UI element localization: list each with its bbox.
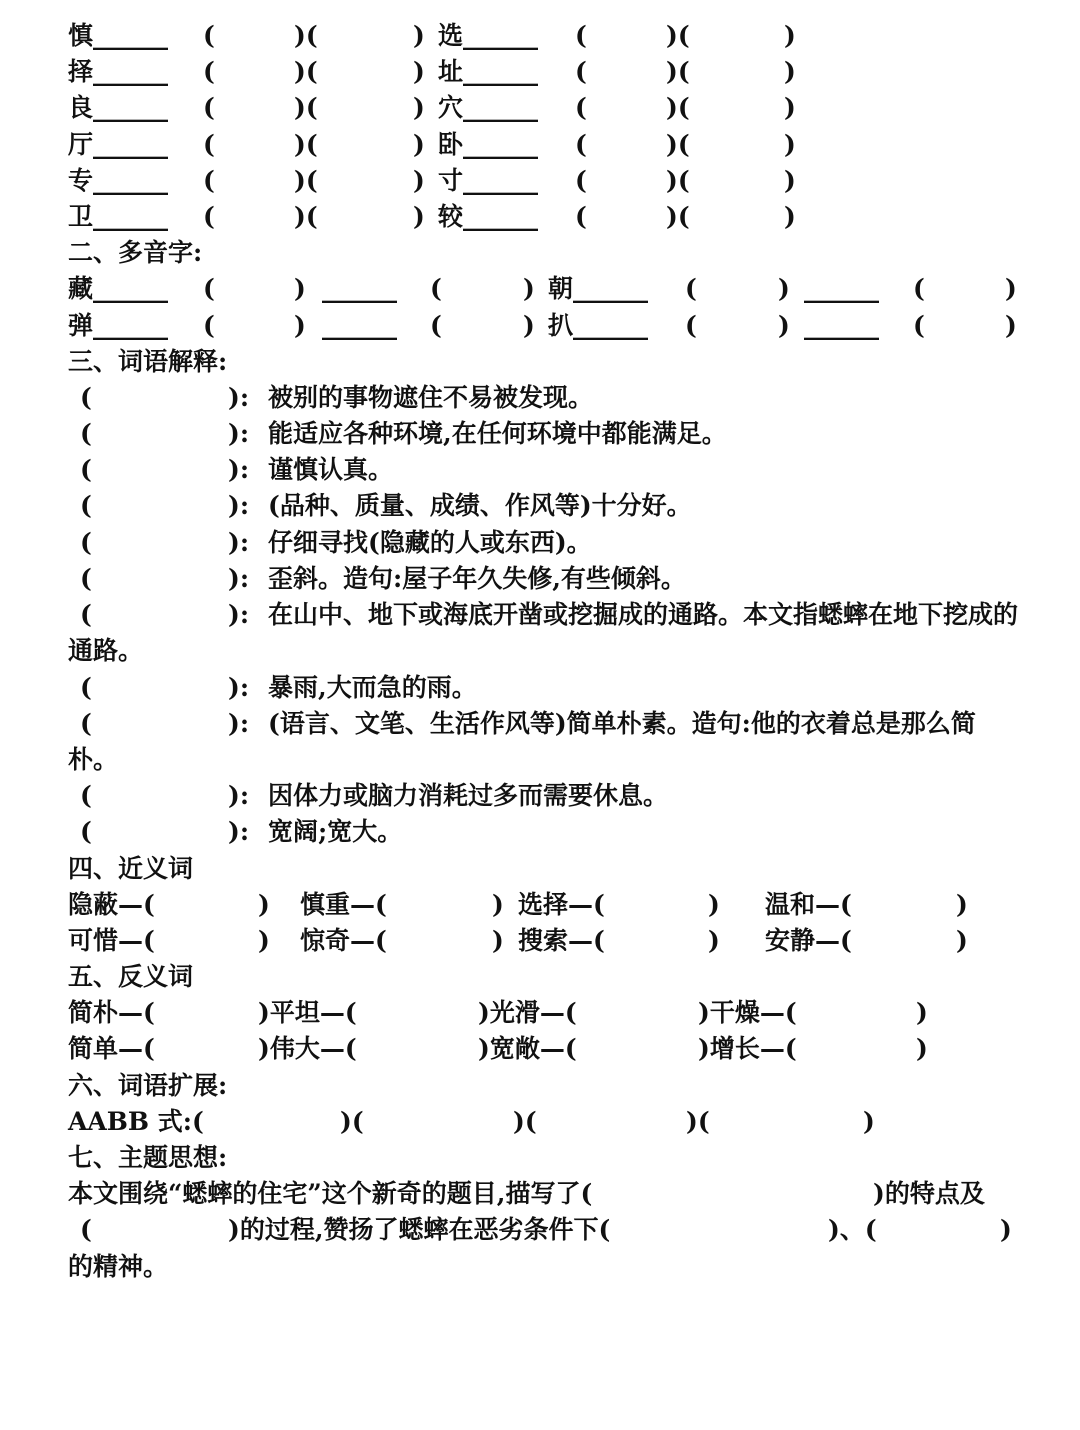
definition-open-paren: ( xyxy=(80,817,92,847)
pinyin-cell: ( xyxy=(575,93,587,123)
synonym-cell: 隐蔽—( xyxy=(68,889,155,919)
pinyin-row xyxy=(68,18,1018,54)
aabb-blank: )( xyxy=(513,1106,537,1136)
definition-text: 能适应各种环境,在任何环境中都能满足。 xyxy=(268,419,727,449)
definition-item xyxy=(68,525,1018,561)
synonym-cell: 可惜—( xyxy=(68,925,155,955)
pinyin-cell: 专______ xyxy=(68,165,169,195)
antonym-cell: 简朴—( xyxy=(68,998,155,1028)
pinyin-row xyxy=(68,127,1018,163)
polyphone-cell: 扒______ xyxy=(548,310,649,340)
pinyin-cell: 慎______ xyxy=(68,21,169,50)
pinyin-cell: )( xyxy=(666,165,690,195)
polyphone-cell: ______ xyxy=(322,274,397,304)
pinyin-cell: )( xyxy=(294,93,318,123)
definition-item xyxy=(68,814,1018,850)
pinyin-cell: ( xyxy=(203,165,215,195)
definition-open-paren: ( xyxy=(80,382,92,412)
definition-open-paren: ( xyxy=(80,455,92,485)
pinyin-cell: ) xyxy=(784,129,796,159)
pinyin-cell: 穴______ xyxy=(438,93,539,123)
synonym-cell: ) xyxy=(258,889,270,919)
pinyin-cell: )( xyxy=(666,21,690,50)
antonym-cell: )伟大—( xyxy=(258,1034,357,1064)
definition-text: (品种、质量、成绩、作风等)十分好。 xyxy=(268,491,692,521)
polyphone-cell: ) xyxy=(294,310,306,340)
synonym-cell: ) xyxy=(708,925,720,955)
pinyin-cell: )( xyxy=(666,93,690,123)
synonym-cell: ) xyxy=(708,889,720,919)
antonym-cell: ) xyxy=(916,998,928,1028)
pinyin-cell: 较______ xyxy=(438,201,539,231)
pinyin-cell: ) xyxy=(413,165,425,195)
synonym-cell: ) xyxy=(492,889,504,919)
section-two-grid xyxy=(68,271,1018,343)
synonym-cell: ) xyxy=(956,889,968,919)
polyphone-cell: ______ xyxy=(322,310,397,340)
polyphone-cell: ( xyxy=(430,310,442,340)
pinyin-cell: ( xyxy=(203,21,215,50)
definition-close-paren: ): xyxy=(228,672,250,702)
polyphone-cell: 弹______ xyxy=(68,310,169,340)
pinyin-cell: ( xyxy=(203,57,215,87)
pinyin-cell: )( xyxy=(666,129,690,159)
definition-item xyxy=(68,670,1018,706)
polyphone-row xyxy=(68,271,1018,307)
aabb-blank: )( xyxy=(340,1106,364,1136)
definition-open-paren: ( xyxy=(80,419,92,449)
definition-item xyxy=(68,597,1018,669)
polyphone-cell: 藏______ xyxy=(68,274,169,304)
definition-list xyxy=(68,380,1018,851)
pinyin-cell: ) xyxy=(784,165,796,195)
pinyin-cell: 寸______ xyxy=(438,165,539,195)
synonym-cell: 慎重—( xyxy=(300,889,387,919)
pinyin-cell: )( xyxy=(294,201,318,231)
antonym-cell: )宽敞—( xyxy=(478,1034,577,1064)
synonym-cell: ) xyxy=(492,925,504,955)
polyphone-cell: ______ xyxy=(804,274,879,304)
antonym-cell: )光滑—( xyxy=(478,998,577,1028)
theme-text: )的特点及 xyxy=(873,1179,985,1209)
theme-text: 的精神。 xyxy=(68,1251,169,1281)
definition-open-paren: ( xyxy=(80,708,92,738)
pinyin-cell: 卧______ xyxy=(438,129,539,159)
definition-open-paren: ( xyxy=(80,600,92,630)
antonym-cell: ) xyxy=(916,1034,928,1064)
synonym-row xyxy=(68,887,1018,923)
definition-text: 仔细寻找(隐藏的人或东西)。 xyxy=(268,527,592,557)
polyphone-cell: ) xyxy=(778,274,790,304)
section-six-heading: 六、词语扩展: xyxy=(68,1070,228,1100)
pinyin-cell: )( xyxy=(294,57,318,87)
pinyin-cell: 址______ xyxy=(438,57,539,87)
aabb-blank: ) xyxy=(863,1106,875,1136)
definition-close-paren: ): xyxy=(228,708,250,738)
synonym-cell: 安静—( xyxy=(765,925,852,955)
antonym-cell: )干燥—( xyxy=(698,998,797,1028)
aabb-blank: )( xyxy=(686,1106,710,1136)
polyphone-cell: ) xyxy=(1005,310,1017,340)
definition-text: 被别的事物遮住不易被发现。 xyxy=(268,382,594,412)
antonym-cell: )平坦—( xyxy=(258,998,357,1028)
pinyin-cell: ) xyxy=(784,93,796,123)
theme-text: )、( xyxy=(828,1215,877,1245)
antonym-cell: 简单—( xyxy=(68,1034,155,1064)
section-three-heading: 三、词语解释: xyxy=(68,346,228,376)
aabb-label: AABB 式:( xyxy=(68,1106,204,1136)
antonym-cell: )增长—( xyxy=(698,1034,797,1064)
theme-line-2 xyxy=(68,1212,1018,1248)
polyphone-cell: ) xyxy=(523,274,535,304)
pinyin-row xyxy=(68,54,1018,90)
definition-text: 歪斜。造句:屋子年久失修,有些倾斜。 xyxy=(268,563,686,593)
definition-item xyxy=(68,778,1018,814)
definition-item xyxy=(68,452,1018,488)
pinyin-cell: )( xyxy=(294,165,318,195)
definition-close-paren: ): xyxy=(228,527,250,557)
pinyin-cell: ( xyxy=(575,129,587,159)
polyphone-row xyxy=(68,308,1018,344)
theme-text: )的过程,赞扬了蟋蟀在恶劣条件下( xyxy=(228,1215,611,1245)
definition-open-paren: ( xyxy=(80,563,92,593)
pinyin-cell: ( xyxy=(203,93,215,123)
synonym-cell: ) xyxy=(956,925,968,955)
antonym-grid xyxy=(68,995,1018,1067)
synonym-cell: 选择—( xyxy=(518,889,605,919)
section-four-heading: 四、近义词 xyxy=(68,853,194,883)
antonym-row xyxy=(68,995,1018,1031)
pinyin-cell: 选______ xyxy=(438,21,539,50)
theme-text: 本文围绕“蟋蟀的住宅”这个新奇的题目,描写了( xyxy=(68,1179,593,1209)
synonym-cell: 搜索—( xyxy=(518,925,605,955)
pinyin-cell: ( xyxy=(575,21,587,50)
pinyin-cell: ( xyxy=(203,201,215,231)
polyphone-cell: 朝______ xyxy=(548,274,649,304)
definition-close-paren: ): xyxy=(228,419,250,449)
polyphone-cell: ) xyxy=(778,310,790,340)
definition-close-paren: ): xyxy=(228,600,250,630)
pinyin-cell: ( xyxy=(575,201,587,231)
pinyin-cell: ) xyxy=(413,201,425,231)
pinyin-cell: 厅______ xyxy=(68,129,169,159)
theme-text: ) xyxy=(1000,1215,1012,1245)
pinyin-row xyxy=(68,90,1018,126)
definition-item xyxy=(68,416,1018,452)
section-five-heading: 五、反义词 xyxy=(68,962,194,992)
polyphone-cell: ( xyxy=(430,274,442,304)
pinyin-cell: )( xyxy=(294,21,318,50)
pinyin-cell: ( xyxy=(575,57,587,87)
definition-close-paren: ): xyxy=(228,455,250,485)
pinyin-cell: ) xyxy=(784,21,796,50)
pinyin-cell: 择______ xyxy=(68,57,169,87)
definition-open-paren: ( xyxy=(80,491,92,521)
definition-text: (语言、文笔、生活作风等)简单朴素。造句:他的衣着总是那么简朴。 xyxy=(68,708,976,774)
section-one-grid xyxy=(68,18,1018,235)
theme-line-3 xyxy=(68,1249,1018,1285)
theme-line-1 xyxy=(68,1176,1018,1212)
pinyin-cell: )( xyxy=(666,57,690,87)
pinyin-cell: ) xyxy=(413,21,425,50)
polyphone-cell: ( xyxy=(203,310,215,340)
definition-open-paren: ( xyxy=(80,781,92,811)
definition-item xyxy=(68,561,1018,597)
polyphone-cell: ) xyxy=(1005,274,1017,304)
polyphone-cell: ( xyxy=(685,274,697,304)
polyphone-cell: ( xyxy=(913,274,925,304)
polyphone-cell: ( xyxy=(203,274,215,304)
worksheet xyxy=(68,18,1018,1285)
pinyin-cell: ( xyxy=(203,129,215,159)
pinyin-cell: ) xyxy=(413,129,425,159)
synonym-cell: 惊奇—( xyxy=(300,925,387,955)
definition-item xyxy=(68,380,1018,416)
polyphone-cell: ( xyxy=(913,310,925,340)
aabb-row xyxy=(68,1104,1018,1140)
synonym-grid xyxy=(68,887,1018,959)
pinyin-cell: ) xyxy=(413,93,425,123)
definition-text: 谨慎认真。 xyxy=(268,455,394,485)
polyphone-cell: ) xyxy=(523,310,535,340)
definition-text: 因体力或脑力消耗过多而需要休息。 xyxy=(268,781,669,811)
definition-text: 宽阔;宽大。 xyxy=(268,817,403,847)
synonym-cell: 温和—( xyxy=(765,889,852,919)
pinyin-cell: ) xyxy=(784,57,796,87)
pinyin-cell: ) xyxy=(784,201,796,231)
pinyin-row xyxy=(68,199,1018,235)
definition-close-paren: ): xyxy=(228,491,250,521)
definition-close-paren: ): xyxy=(228,563,250,593)
pinyin-cell: 卫______ xyxy=(68,201,169,231)
definition-close-paren: ): xyxy=(228,382,250,412)
section-two-heading: 二、多音字: xyxy=(68,238,203,268)
theme-text: ( xyxy=(80,1215,92,1245)
pinyin-cell: )( xyxy=(294,129,318,159)
definition-text: 在山中、地下或海底开凿或挖掘成的通路。本文指蟋蟀在地下挖成的通路。 xyxy=(68,600,1019,666)
pinyin-cell: ( xyxy=(575,165,587,195)
polyphone-cell: ) xyxy=(294,274,306,304)
section-seven-heading: 七、主题思想: xyxy=(68,1143,228,1173)
definition-open-paren: ( xyxy=(80,672,92,702)
pinyin-cell: )( xyxy=(666,201,690,231)
definition-close-paren: ): xyxy=(228,817,250,847)
definition-open-paren: ( xyxy=(80,527,92,557)
pinyin-cell: 良______ xyxy=(68,93,169,123)
polyphone-cell: ______ xyxy=(804,310,879,340)
definition-item xyxy=(68,706,1018,778)
polyphone-cell: ( xyxy=(685,310,697,340)
pinyin-cell: ) xyxy=(413,57,425,87)
definition-text: 暴雨,大而急的雨。 xyxy=(268,672,477,702)
definition-close-paren: ): xyxy=(228,781,250,811)
synonym-cell: ) xyxy=(258,925,270,955)
definition-item xyxy=(68,488,1018,524)
pinyin-row xyxy=(68,163,1018,199)
antonym-row xyxy=(68,1031,1018,1067)
synonym-row xyxy=(68,923,1018,959)
